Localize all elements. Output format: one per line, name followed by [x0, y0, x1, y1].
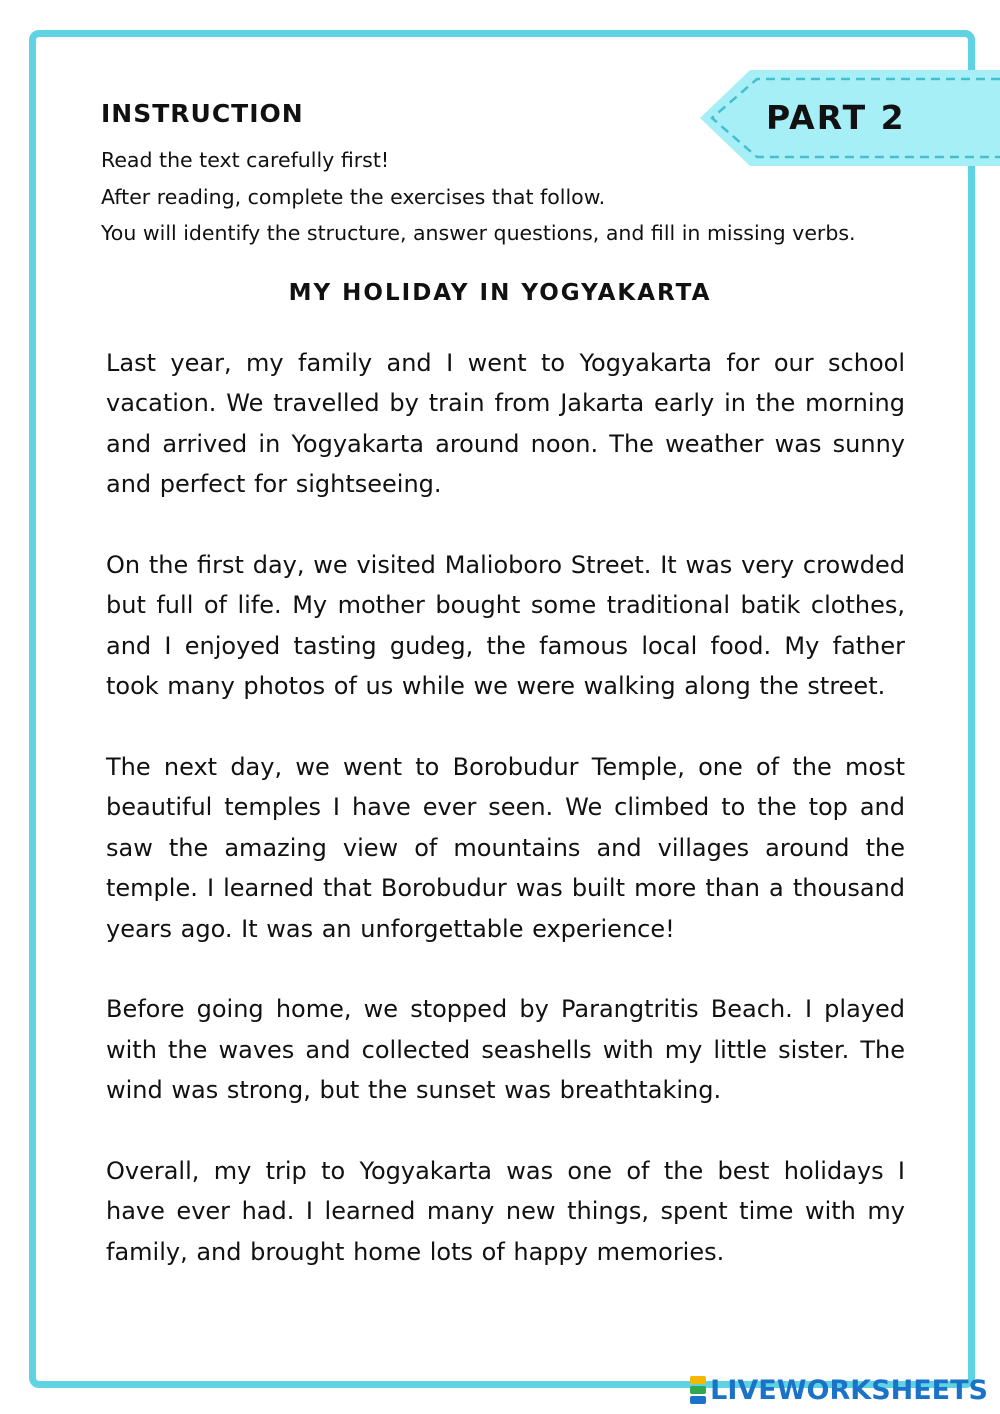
instruction-line: You will identify the structure, answer questions, and fill in missing verbs.	[101, 221, 856, 245]
story-title: MY HOLIDAY IN YOGYAKARTA	[288, 280, 712, 306]
instruction-line: Read the text carefully first!	[101, 148, 390, 172]
instruction-heading: INSTRUCTION	[101, 99, 304, 128]
part-label: PART 2	[766, 98, 906, 137]
story-paragraph: Overall, my trip to Yogyakarta was one of the best holidays I have ever had. I learned many new things, spent time with my family, and brought home lots of happy memories.	[106, 1157, 905, 1266]
liveworksheets-logo-icon	[690, 1376, 706, 1404]
story-paragraph: Last year, my family and I went to Yogyakarta for our school vacation. We travelled by train from Jakarta early in the morning and arrived in Yogyakarta around noon. The weather was sunny and perfect for sightseeing.	[106, 349, 905, 499]
instruction-list	[101, 142, 951, 252]
story-body	[106, 343, 905, 1313]
watermark-text: LIVEWORKSHEETS	[710, 1374, 988, 1406]
story-paragraph: Before going home, we stopped by Parangtritis Beach. I played with the waves and collected seashells with my little sister. The wind was strong, but the sunset was breathtaking.	[106, 995, 905, 1105]
instruction-line: After reading, complete the exercises that follow.	[101, 184, 606, 209]
liveworksheets-watermark	[690, 1374, 988, 1406]
story-paragraph: On the first day, we visited Malioboro Street. It was very crowded but full of life. My mother bought some traditional batik clothes, and I enjoyed tasting gudeg, the famous local food. My father took many photos of us while we were walking along the street.	[106, 551, 905, 701]
story-paragraph: The next day, we went to Borobudur Temple, one of the most beautiful temples I have ever seen. We climbed to the top and saw the amazing view of mountains and villages around the temple. I learned that Borobudur was built more than a thousand years ago. It was an unforgettable experience!	[106, 753, 905, 943]
